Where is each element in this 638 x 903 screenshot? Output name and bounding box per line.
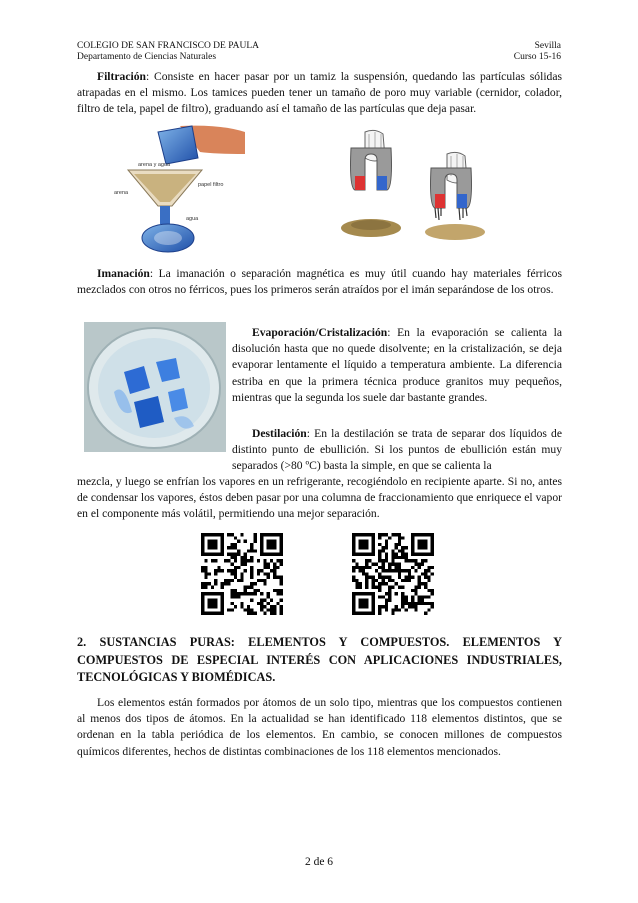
section-2-text: Los elementos están formados por átomos de un solo tipo, mientras que los compuestos contienen al menos dos tipos de átomos. En la actualidad se han identificado 118 elementos distintos, que se ordenan en la tabla periódica de los elementos. En cambio, se conocen millones de compuestos químicos diferentes, hechos de distintas combinaciones de los 118 elementos mencionados. [77, 696, 562, 758]
imanacion-paragraph [77, 266, 562, 298]
destilacion-text-full: mezcla, y luego se enfrían los vapores en un refrigerante, recogiéndolo en recipiente aparte. Si no, antes de condensar los vapores, éstos deben pasar por una columna de fraccionamiento que enriquece el vapor en el componente más volátil, permitiendo una mejor separación. [77, 475, 562, 521]
destilacion-paragraph-column [232, 426, 562, 475]
label-arena: arena [114, 190, 129, 196]
destilacion-text-column: : En la destilación se trata de separar dos líquidos de distinto punto de ebullición. Si los puntos de ebullición están muy separados (>80 ºC) basta la simple, en que se calienta la [232, 427, 562, 473]
label-arena-agua: arena y agua [138, 162, 171, 168]
filtracion-paragraph [77, 69, 562, 118]
label-agua: agua [186, 216, 199, 222]
school-name: COLEGIO DE SAN FRANCISCO DE PAULA [77, 41, 260, 51]
label-papel-filtro: papel filtro [198, 182, 224, 188]
filtration-funnel-figure [110, 124, 250, 254]
destilacion-paragraph-full [77, 474, 562, 523]
evaporation-dish-figure [84, 322, 226, 452]
destilacion-term: Destilación [252, 427, 307, 440]
city-name: Sevilla [534, 41, 561, 51]
page-number: 2 de 6 [304, 856, 334, 868]
header-left [77, 41, 259, 63]
evaporacion-term: Evaporación/Cristalización [252, 326, 388, 339]
imanacion-text: : La imanación o separación magnética es muy útil cuando hay materiales férricos mezclados con otros no férricos, pues los primeros serán atraídos por el imán separándose de los otros. [77, 267, 562, 297]
evaporacion-text: : En la evaporación se calienta la disolución hasta que no quede disolvente; en la cristalización, se deja evaporar lentamente el líquido a temperatura ambiente. La diferencia estriba en que la primera técnica produce granitos muy pequeños, mientras que la segunda los suele dar bastante grandes. [232, 326, 562, 404]
qr-code-left[interactable] [201, 533, 283, 615]
filtracion-term: Filtración [97, 70, 146, 83]
header-right [514, 41, 561, 63]
qr-code-right[interactable] [352, 533, 434, 615]
section-2-body [77, 695, 562, 760]
department-name: Departamento de Ciencias Naturales [77, 52, 217, 62]
filtracion-text: : Consiste en hacer pasar por un tamiz la suspensión, quedando las partículas sólidas atrapadas en el mismo. Los tamices pueden tener un tamaño de poro muy variable (cernidor, colador, filtro de tela, papel de filtro), graduando así el tamaño de las partículas que deja pasar. [77, 70, 562, 116]
magnet-separation-figure [335, 128, 495, 246]
section-2-title: 2. SUSTANCIAS PURAS: ELEMENTOS Y COMPUESTOS. ELEMENTOS Y COMPUESTOS DE ESPECIAL INTERÉS CON APLICACIONES INDUSTRIALES, TECNOLÓGICAS Y BIOMÉDICAS. [77, 635, 562, 684]
evaporacion-paragraph [232, 325, 562, 406]
imanacion-term: Imanación [97, 267, 150, 280]
course-label: Curso 15-16 [513, 52, 561, 62]
